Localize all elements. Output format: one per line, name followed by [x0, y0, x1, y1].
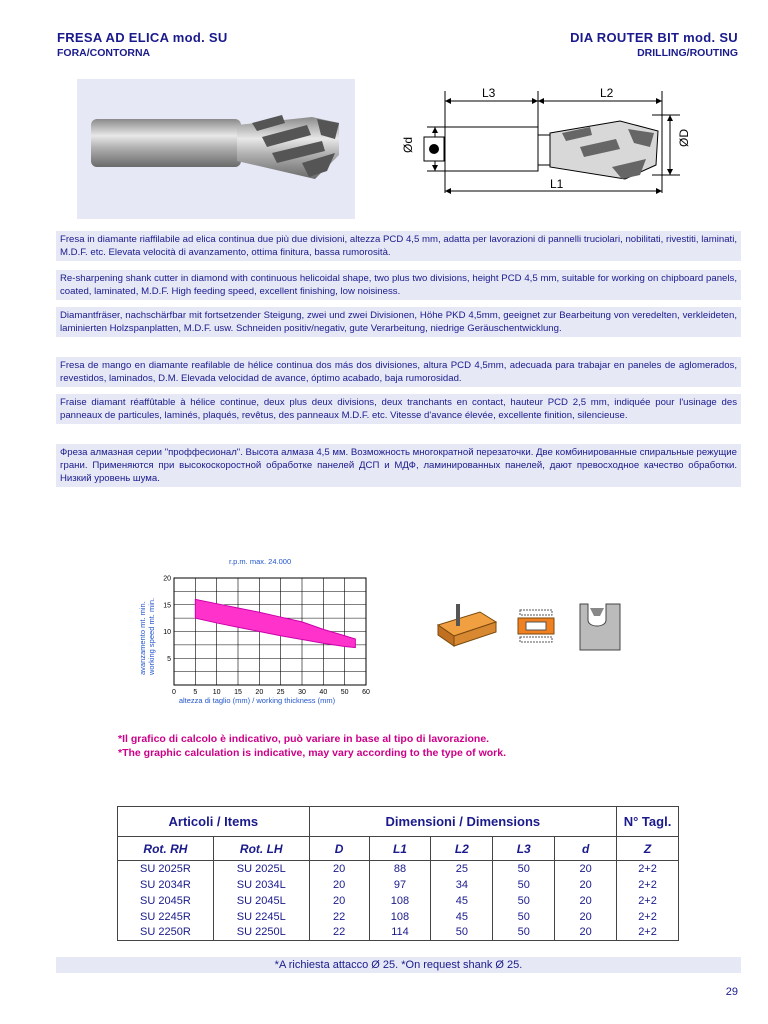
- header-right: [570, 30, 738, 59]
- table-cell: 25: [431, 861, 493, 877]
- table-cell: SU 2045R: [118, 893, 214, 909]
- dim-l1-label: L1: [550, 177, 564, 191]
- chart-x-tick-label: 40: [319, 689, 328, 696]
- table-cell: SU 2245L: [213, 909, 309, 925]
- chart-y-tick-label: 5: [167, 655, 171, 663]
- table-cell: 34: [431, 877, 493, 893]
- shank-footnote: *A richiesta attacco Ø 25. *On request shank Ø 25.: [56, 957, 741, 973]
- table-cell: 20: [309, 893, 369, 909]
- chart-y-ticks: [163, 576, 171, 663]
- dim-l2-label: L2: [600, 86, 614, 100]
- product-title-en: DIA ROUTER BIT mod. SU: [570, 30, 738, 45]
- chart-y-tick-label: 10: [163, 629, 171, 636]
- table-cell: SU 2250R: [118, 925, 214, 941]
- description-it: Fresa in diamante riaffilabile ad elica continua due più due divisioni, altezza PCD 4,5 mm, adatta per lavorazioni di pannelli truciolari, nobilitati, rivestiti, laminati, M.D.F. etc. Elevata velocità di avanzamento, ottima finitura, bassa rumorosità.: [56, 231, 741, 261]
- page-number: 29: [725, 986, 738, 998]
- table-cell: SU 2250L: [213, 925, 309, 941]
- table-cell: 20: [309, 877, 369, 893]
- table-cell: 50: [431, 925, 493, 941]
- technical-drawing: [390, 85, 690, 205]
- table-cell: 2+2: [617, 893, 679, 909]
- column-header: Rot. RH: [118, 837, 214, 861]
- dim-D-label: ØD: [677, 129, 690, 147]
- chart-ylabel-line1: avanzamento mt. min.: [138, 601, 147, 675]
- table-row: [118, 893, 679, 909]
- chart-x-tick-label: 60: [362, 689, 370, 696]
- group-header-dimensions: Dimensioni / Dimensions: [309, 807, 616, 837]
- dim-d-label: Ød: [401, 136, 415, 153]
- table-cell: 50: [493, 925, 555, 941]
- feed-speed-chart: [132, 555, 382, 715]
- table-cell: 45: [431, 893, 493, 909]
- group-header-items: Articoli / Items: [118, 807, 310, 837]
- chart-note-it: *Il grafico di calcolo è indicativo, può variare in base al tipo di lavorazione.: [118, 733, 490, 745]
- chart-x-tick-label: 15: [234, 689, 242, 696]
- column-header: L3: [493, 837, 555, 861]
- table-cell: 108: [369, 893, 431, 909]
- description-es: Fresa de mango en diamante reafilable de hélice continua dos más dos divisiones, altura PCD 4,5mm, adecuada para trabajar en paneles de aglomerados, revestidos, laminados, D.M. Elevada velocidad de avance, óptimo acabado, baja rumorosidad.: [56, 357, 741, 387]
- product-subtitle-en: DRILLING/ROUTING: [637, 47, 738, 59]
- table-cell: SU 2034L: [213, 877, 309, 893]
- table-cell: 2+2: [617, 877, 679, 893]
- table-cell: 20: [555, 861, 617, 877]
- chart-x-tick-label: 50: [340, 689, 349, 696]
- chart-x-tick-label: 20: [255, 689, 264, 696]
- table-cell: 20: [555, 925, 617, 941]
- description-de: Diamantfräser, nachschärfbar mit fortsetzender Steigung, zwei und zwei Divisionen, Höhe PKD 4,5mm, geeignet zur Bearbeitung von veredelten, verkleideten, laminierten Holzspanplatten, M.D.F. usw. Schneiden positiv/negativ, gute Verarbeitung, niedrige Geräuschentwicklung.: [56, 307, 741, 337]
- chart-x-ticks: [172, 689, 370, 696]
- column-header: d: [555, 837, 617, 861]
- table-cell: 50: [493, 861, 555, 877]
- operation-icons: [430, 600, 630, 655]
- chart-x-tick-label: 5: [193, 689, 198, 696]
- chart-note-en: *The graphic calculation is indicative, may vary according to the type of work.: [118, 747, 507, 759]
- chart-xlabel: altezza di taglio (mm) / working thickness (mm): [178, 696, 336, 705]
- table-cell: 20: [555, 909, 617, 925]
- table-cell: 97: [369, 877, 431, 893]
- chart-x-tick-label: 25: [276, 689, 285, 696]
- table-cell: 2+2: [617, 925, 679, 941]
- column-header: Z: [617, 837, 679, 861]
- chart-y-tick-label: 15: [163, 602, 171, 610]
- table-row: [118, 909, 679, 925]
- column-header: Rot. LH: [213, 837, 309, 861]
- table-cell: 88: [369, 861, 431, 877]
- product-photo: [77, 79, 355, 219]
- table-cell: 2+2: [617, 909, 679, 925]
- table-cell: 20: [555, 877, 617, 893]
- table-cell: 20: [309, 861, 369, 877]
- table-cell: SU 2034R: [118, 877, 214, 893]
- chart-ylabel-line2: working speed mt. min.: [147, 597, 156, 675]
- chart-title: r.p.m. max. 24.000: [229, 557, 292, 566]
- description-fr: Fraise diamant réaffûtable à hélice continue, deux plus deux divisions, deux tranchants en contact, hauteur PCD 2,5 mm, indiquée pour l'usinage des panneaux de particules, laminés, plaqués, revêtus, des panneaux M.D.F. etc. Vitesse d'avance élevée, excellente finition, silencieuse.: [56, 394, 741, 424]
- table-cell: 22: [309, 925, 369, 941]
- column-header: L1: [369, 837, 431, 861]
- description-ru: Фреза алмазная серии "проффесионал". Высота алмаза 4,5 мм. Возможность многократной перезаточки. Две комбинированные спиральные режущие грани. Применяются при высокоскоростной обработке панелей ДСП и МДФ, ламинированных панелей, дают превосходное качество обработки. Низкий уровень шума.: [56, 444, 741, 487]
- chart-x-tick-label: 10: [212, 689, 221, 696]
- table-cell: 22: [309, 909, 369, 925]
- chart-x-tick-label: 30: [298, 689, 306, 696]
- table-row: [118, 925, 679, 941]
- table-cell: SU 2025L: [213, 861, 309, 877]
- table-cell: 50: [493, 893, 555, 909]
- routing-icon: [518, 610, 554, 642]
- table-cell: 20: [555, 893, 617, 909]
- chart-y-tick-label: 20: [163, 575, 171, 583]
- table-row: [118, 877, 679, 893]
- description-en: Re-sharpening shank cutter in diamond with continuous helicoidal shape, two plus two divisions, height PCD 4,5 mm, suitable for working on chipboard panels, coated, laminated, M.D.F. High feeding speed, excellent finishing, low noisiness.: [56, 270, 741, 300]
- product-subtitle-it: FORA/CONTORNA: [57, 47, 151, 59]
- table-cell: SU 2025R: [118, 861, 214, 877]
- drilling-icon: [438, 604, 496, 646]
- table-cell: 108: [369, 909, 431, 925]
- table-row: [118, 861, 679, 877]
- chart-x-tick-label: 0: [172, 689, 176, 696]
- group-header-teeth: N° Tagl.: [617, 807, 679, 837]
- column-header: L2: [431, 837, 493, 861]
- table-cell: 2+2: [617, 861, 679, 877]
- table-cell: 50: [493, 877, 555, 893]
- header-left: [57, 30, 228, 59]
- profile-icon: [580, 604, 620, 650]
- items-table: [117, 806, 679, 941]
- table-cell: 114: [369, 925, 431, 941]
- table-cell: 45: [431, 909, 493, 925]
- column-header: D: [309, 837, 369, 861]
- table-cell: 50: [493, 909, 555, 925]
- table-cell: SU 2045L: [213, 893, 309, 909]
- product-title-it: FRESA AD ELICA mod. SU: [57, 30, 228, 45]
- dim-l3-label: L3: [482, 86, 496, 100]
- table-cell: SU 2245R: [118, 909, 214, 925]
